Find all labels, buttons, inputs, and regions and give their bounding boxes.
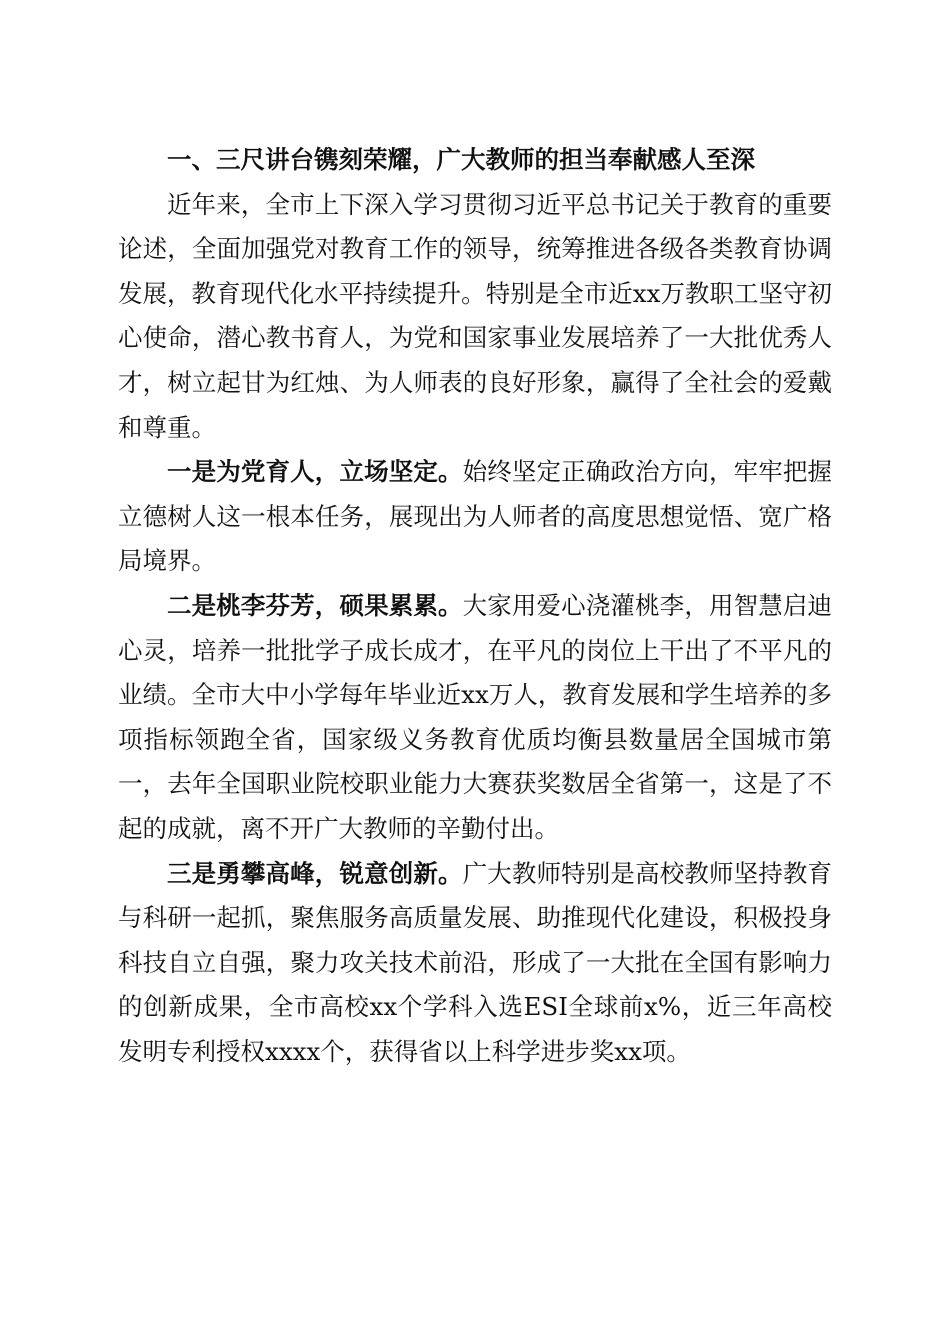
paragraph-point-three	[118, 852, 832, 1075]
paragraph-text: 始终坚定正确政治方向，牢牢把握立德树人这一根本任务，展现出为人师者的高度思想觉悟、宽广格局境界。	[118, 457, 833, 576]
paragraph-point-two	[118, 584, 832, 852]
paragraph-text: 近年来，全市上下深入学习贯彻习近平总书记关于教育的重要论述，全面加强党对教育工作的领导，统筹推进各级各类教育协调发展，教育现代化水平持续提升。特别是全市近xx万教职工坚守初心使命，潜心教书育人，为党和国家事业发展培养了一大批优秀人才，树立起甘为红烛、为人师表的良好形象，赢得了全社会的爱戴和尊重。	[118, 189, 832, 442]
document-body	[118, 138, 832, 1074]
paragraph-lead: 一是为党育人，立场坚定。	[167, 457, 463, 487]
paragraph-lead: 三是勇攀高峰，锐意创新。	[167, 858, 463, 888]
paragraph-text: 广大教师特别是高校教师坚持教育与科研一起抓，聚焦服务高质量发展、助推现代化建设，积极投身科技自立自强，聚力攻关技术前沿，形成了一大批在全国有影响力的创新成果，全市高校xx个学科入选ESI全球前x%，近三年高校发明专利授权xxxx个，获得省以上科学进步奖xx项。	[118, 858, 833, 1066]
paragraph-text: 大家用爱心浇灌桃李，用智慧启迪心灵，培养一批批学子成长成才，在平凡的岗位上干出了不平凡的业绩。全市大中小学每年毕业近xx万人，教育发展和学生培养的多项指标领跑全省，国家级义务教育优质均衡县数量居全国城市第一，去年全国职业院校职业能力大赛获奖数居全省第一，这是了不起的成就，离不开广大教师的辛勤付出。	[118, 590, 833, 843]
paragraph-intro	[118, 183, 832, 451]
paragraph-lead: 二是桃李芬芳，硕果累累。	[167, 590, 463, 620]
paragraph-point-one	[118, 450, 832, 584]
section-heading: 一、三尺讲台镌刻荣耀，广大教师的担当奉献感人至深	[167, 145, 755, 174]
